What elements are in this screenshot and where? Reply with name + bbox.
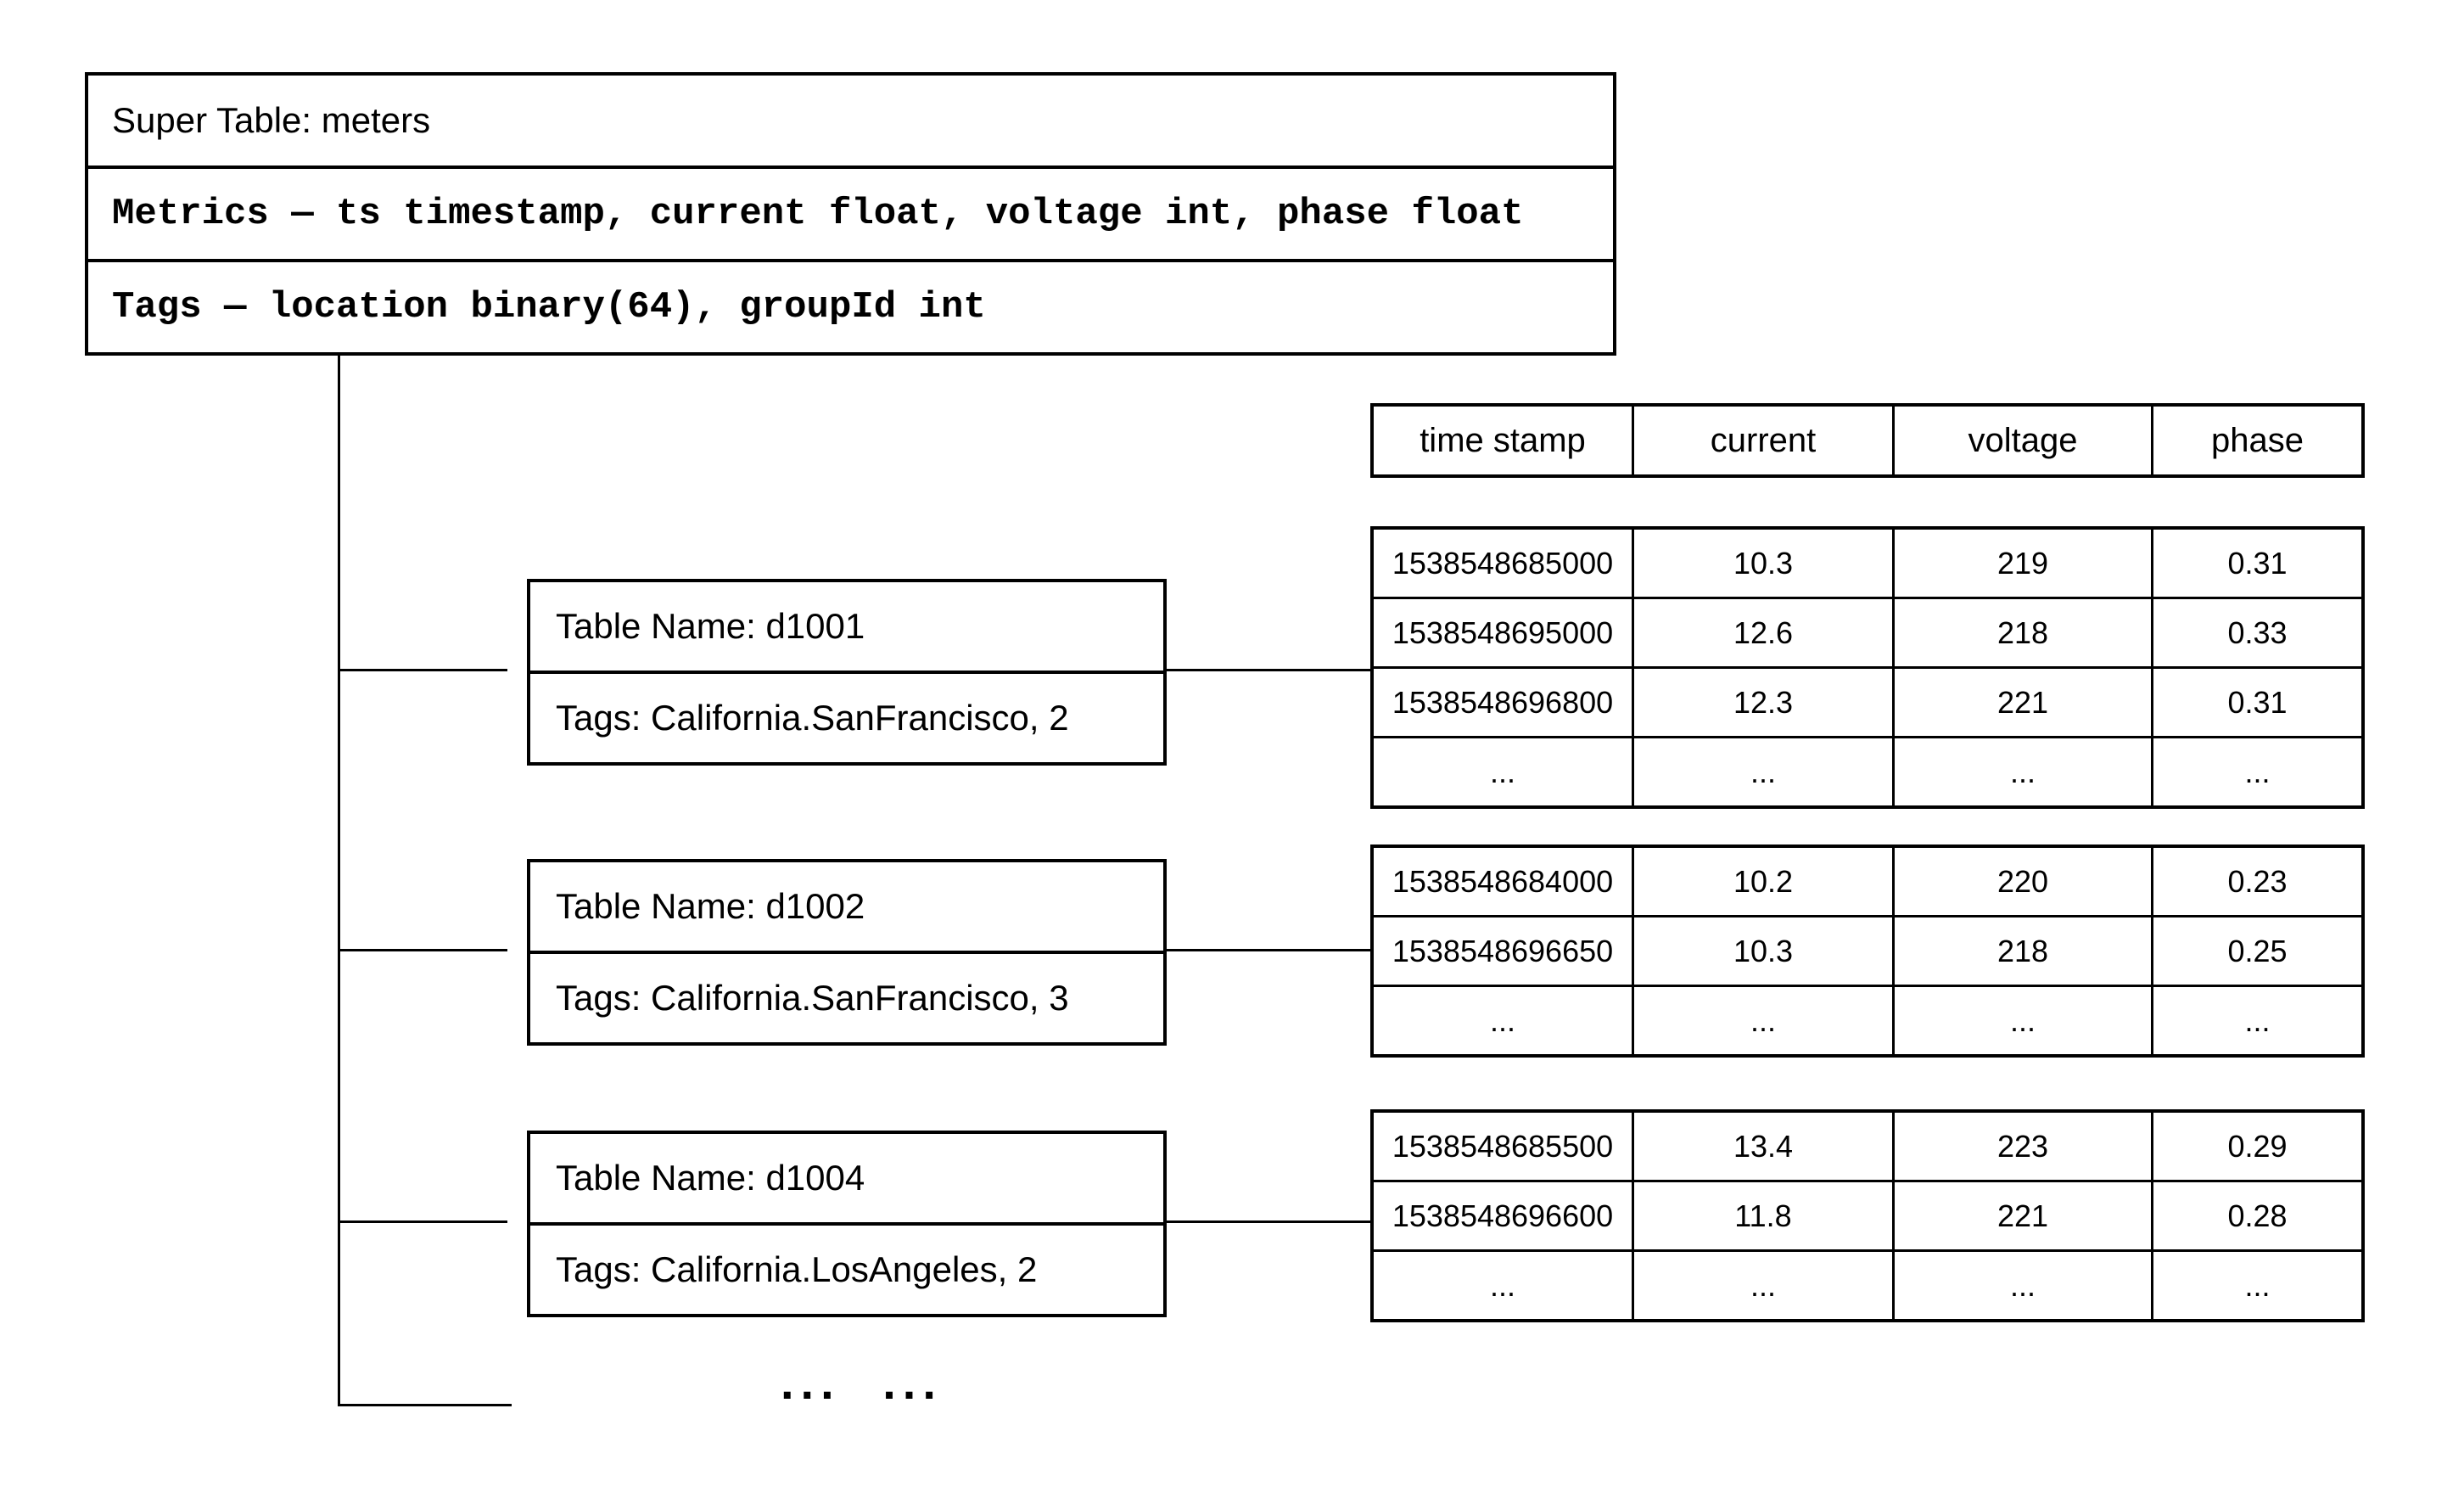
table-cell: ... — [1892, 987, 2151, 1054]
header-cell-current: current — [1632, 407, 1892, 474]
connector-line-d1002-table — [1165, 949, 1373, 951]
table-cell: 0.25 — [2151, 917, 2361, 985]
table-cell: ... — [1489, 1267, 1515, 1303]
data-table-header-row — [1370, 403, 2365, 478]
table-cell: ... — [1489, 754, 1515, 789]
table-cell: 1538548696800 — [1392, 684, 1614, 720]
table-row-ellipsis — [1374, 736, 2361, 805]
table-row — [1374, 666, 2361, 736]
header-cell-voltage: voltage — [1892, 407, 2151, 474]
connector-line-d1004-table — [1165, 1220, 1373, 1223]
table-cell: 1538548696650 — [1392, 933, 1614, 968]
table-cell: 1538548685500 — [1392, 1128, 1614, 1164]
table-cell: 10.2 — [1632, 848, 1892, 915]
table-row — [1374, 530, 2361, 597]
subtable-name: Table Name: d1002 — [556, 886, 865, 926]
trunk-line — [338, 352, 340, 1406]
table-cell: 1538548696600 — [1392, 1198, 1614, 1233]
table-row — [1374, 1180, 2361, 1249]
subtable-name: Table Name: d1001 — [556, 606, 865, 646]
table-cell: 223 — [1892, 1113, 2151, 1180]
table-cell: 0.31 — [2151, 530, 2361, 597]
table-cell: 1538548695000 — [1392, 614, 1614, 650]
subtable-name: Table Name: d1004 — [556, 1158, 865, 1198]
branch-line-more — [338, 1404, 512, 1406]
branch-line-d1004 — [338, 1220, 507, 1223]
connector-line-d1001-table — [1165, 669, 1373, 671]
table-cell: 12.6 — [1632, 599, 1892, 666]
table-cell: 0.23 — [2151, 848, 2361, 915]
data-table-d1001 — [1370, 526, 2365, 809]
subtable-tags: Tags: California.SanFrancisco, 2 — [530, 671, 1163, 762]
table-row-ellipsis — [1374, 985, 2361, 1054]
super-table-tags-row: Tags — location binary(64), groupId int — [88, 259, 1613, 352]
data-table-d1002 — [1370, 845, 2365, 1058]
table-cell: 10.3 — [1632, 917, 1892, 985]
table-cell: 10.3 — [1632, 530, 1892, 597]
table-cell: 219 — [1892, 530, 2151, 597]
table-row — [1374, 1113, 2361, 1180]
table-cell: 12.3 — [1632, 669, 1892, 736]
table-cell: ... — [2151, 987, 2361, 1054]
table-row — [1374, 915, 2361, 985]
table-cell: 0.29 — [2151, 1113, 2361, 1180]
table-cell: ... — [1632, 1252, 1892, 1319]
more-subtables-indicator: ... ... — [781, 1355, 943, 1409]
table-cell: ... — [1632, 987, 1892, 1054]
branch-line-d1001 — [338, 669, 507, 671]
table-cell: 218 — [1892, 917, 2151, 985]
subtable-box-d1001 — [527, 579, 1167, 766]
table-cell: 11.8 — [1632, 1182, 1892, 1249]
subtable-box-d1004 — [527, 1131, 1167, 1317]
table-cell: 1538548685000 — [1392, 545, 1614, 581]
branch-line-d1002 — [338, 949, 507, 951]
header-cell-time-stamp: time stamp — [1420, 421, 1586, 459]
super-table-title: Super Table: meters — [112, 100, 431, 140]
table-row-ellipsis — [1374, 1249, 2361, 1319]
header-cell-phase: phase — [2151, 407, 2361, 474]
table-cell: 0.28 — [2151, 1182, 2361, 1249]
subtable-box-d1002 — [527, 859, 1167, 1046]
table-cell: ... — [2151, 1252, 2361, 1319]
table-cell: 1538548684000 — [1392, 863, 1614, 899]
table-cell: 13.4 — [1632, 1113, 1892, 1180]
table-cell: 218 — [1892, 599, 2151, 666]
table-cell: 221 — [1892, 669, 2151, 736]
super-table-box — [85, 72, 1616, 356]
table-cell: 0.31 — [2151, 669, 2361, 736]
table-cell: ... — [1632, 738, 1892, 805]
table-cell: ... — [1489, 1002, 1515, 1038]
table-cell: ... — [1892, 738, 2151, 805]
data-table-d1004 — [1370, 1109, 2365, 1322]
table-row — [1374, 597, 2361, 666]
table-cell: 221 — [1892, 1182, 2151, 1249]
table-cell: 220 — [1892, 848, 2151, 915]
table-cell: 0.33 — [2151, 599, 2361, 666]
subtable-tags: Tags: California.SanFrancisco, 3 — [530, 951, 1163, 1042]
table-cell: ... — [2151, 738, 2361, 805]
super-table-metrics-row: Metrics — ts timestamp, current float, voltage int, phase float — [88, 166, 1613, 259]
subtable-tags: Tags: California.LosAngeles, 2 — [530, 1222, 1163, 1314]
table-cell: ... — [1892, 1252, 2151, 1319]
table-row — [1374, 848, 2361, 915]
